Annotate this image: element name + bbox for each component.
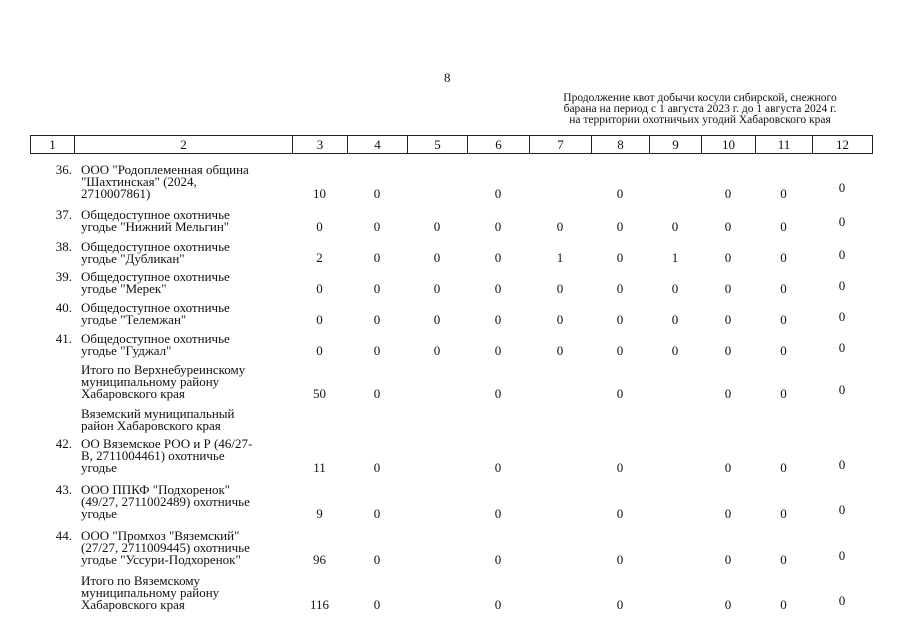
cell-col-11: 0 <box>780 460 787 475</box>
row-name-line: район Хабаровского края <box>81 418 221 433</box>
cell-col-6: 0 <box>494 597 502 612</box>
row-name-line: ООО "Промхоз "Вяземский" <box>81 528 240 543</box>
cell-col-10: 0 <box>724 506 732 521</box>
cell-col-6: 0 <box>494 506 502 521</box>
cell-col-8: 0 <box>616 460 624 475</box>
cell-col-8: 0 <box>616 281 624 296</box>
row-number: 38. <box>55 239 72 254</box>
cell-col-12: 0 <box>838 278 846 293</box>
row-number: 39. <box>55 269 72 284</box>
row-name-line: угодье <box>81 460 117 475</box>
header-cell-11: 11 <box>755 135 813 154</box>
cell-col-4: 0 <box>373 219 381 234</box>
row-name <box>81 302 296 326</box>
row-name-line: муниципальному району <box>81 585 220 600</box>
cell-col-6: 0 <box>494 343 502 358</box>
row-name <box>81 271 296 295</box>
row-name <box>81 438 296 474</box>
header-cell-10: 10 <box>701 135 756 154</box>
cell-col-8: 0 <box>616 312 624 327</box>
cell-col-12: 0 <box>838 340 846 355</box>
cell-col-4: 0 <box>373 460 381 475</box>
row-name-line: Общедоступное охотничье <box>81 239 230 254</box>
cell-col-8: 0 <box>616 597 624 612</box>
row-name-line: Общедоступное охотничье <box>81 300 230 315</box>
cell-col-8: 0 <box>616 386 624 401</box>
cell-col-10: 0 <box>724 343 732 358</box>
row-name-line: Хабаровского края <box>81 597 185 612</box>
cell-col-10: 0 <box>724 552 732 567</box>
row-name <box>81 575 296 611</box>
row-name <box>81 164 296 200</box>
cell-col-9: 0 <box>671 281 679 296</box>
header-cell-7: 7 <box>529 135 592 154</box>
cell-col-7: 0 <box>556 312 564 327</box>
cell-col-10: 0 <box>724 250 732 265</box>
cell-col-12: 0 <box>838 502 846 517</box>
cell-col-3: 10 <box>313 186 326 201</box>
row-name-line: муниципальному району <box>81 374 220 389</box>
cell-col-3: 9 <box>316 506 323 521</box>
cell-col-12: 0 <box>838 457 846 472</box>
cell-col-10: 0 <box>724 386 732 401</box>
row-name-line: угодье "Дубликан" <box>81 251 185 266</box>
cell-col-7: 0 <box>556 343 564 358</box>
cell-col-4: 0 <box>373 386 381 401</box>
cell-col-6: 0 <box>494 281 502 296</box>
cell-col-4: 0 <box>373 250 381 265</box>
cell-col-4: 0 <box>373 597 381 612</box>
cell-col-3: 96 <box>313 552 326 567</box>
cell-col-8: 0 <box>616 186 624 201</box>
row-name-line: "Шахтинская" (2024, <box>81 174 197 189</box>
cell-col-12: 0 <box>838 309 846 324</box>
row-name-line: Итого по Верхнебуреинскому <box>81 362 246 377</box>
cell-col-11: 0 <box>780 597 787 612</box>
cell-col-12: 0 <box>838 382 846 397</box>
header-cell-12: 12 <box>812 135 873 154</box>
cell-col-10: 0 <box>724 312 732 327</box>
row-name <box>81 241 296 265</box>
row-name-line: угодье "Уссури-Подхоренок" <box>81 552 241 567</box>
cell-col-10: 0 <box>724 281 732 296</box>
cell-col-6: 0 <box>494 386 502 401</box>
cell-col-9: 0 <box>671 343 679 358</box>
cell-col-7: 0 <box>556 219 564 234</box>
row-name-line: ООО ППКФ "Подхоренок" <box>81 482 231 497</box>
row-name-line: Общедоступное охотничье <box>81 207 230 222</box>
cell-col-4: 0 <box>373 312 381 327</box>
cell-col-11: 0 <box>780 386 787 401</box>
cell-col-9: 0 <box>671 312 679 327</box>
row-name-line: Хабаровского края <box>81 386 185 401</box>
row-number: 37. <box>55 207 72 222</box>
cell-col-4: 0 <box>373 343 381 358</box>
row-name-line: ОО Вяземское РОО и Р (46/27- <box>81 436 253 451</box>
row-name-line: Общедоступное охотничье <box>81 331 230 346</box>
cell-col-8: 0 <box>616 506 624 521</box>
cell-col-9: 1 <box>671 250 679 265</box>
row-number: 36. <box>55 162 72 177</box>
cell-col-3: 0 <box>316 281 323 296</box>
cell-col-7: 0 <box>556 281 564 296</box>
cell-col-3: 11 <box>313 460 326 475</box>
row-name <box>81 484 296 520</box>
cell-col-10: 0 <box>724 460 732 475</box>
row-name-line: Вяземский муниципальный <box>81 406 235 421</box>
cell-col-8: 0 <box>616 343 624 358</box>
table-subtitle <box>540 93 860 126</box>
row-name <box>81 333 296 357</box>
cell-col-6: 0 <box>494 460 502 475</box>
cell-col-9: 0 <box>671 219 679 234</box>
row-name <box>81 364 296 400</box>
row-name-line: В, 2711004461) охотничье <box>81 448 225 463</box>
cell-col-8: 0 <box>616 250 624 265</box>
cell-col-5: 0 <box>433 281 441 296</box>
cell-col-12: 0 <box>838 548 846 563</box>
header-cell-6: 6 <box>467 135 530 154</box>
header-cell-3: 3 <box>292 135 348 154</box>
cell-col-4: 0 <box>373 506 381 521</box>
cell-col-4: 0 <box>373 552 381 567</box>
row-name-line: угодье "Нижний Мельгин" <box>81 219 230 234</box>
row-name <box>81 209 296 233</box>
subtitle-line: на территории охотничьих угодий Хабаровского края <box>569 114 831 126</box>
cell-col-12: 0 <box>838 180 846 195</box>
page-number: 8 <box>444 70 451 85</box>
row-number: 43. <box>55 482 72 497</box>
cell-col-11: 0 <box>780 343 787 358</box>
cell-col-11: 0 <box>780 552 787 567</box>
cell-col-4: 0 <box>373 186 381 201</box>
subtitle-line: Продолжение квот добычи косули сибирской, снежного <box>563 92 837 104</box>
cell-col-8: 0 <box>616 219 624 234</box>
row-name-line: (27/27, 2711009445) охотничье <box>81 540 250 555</box>
row-name <box>81 408 296 432</box>
cell-col-11: 0 <box>780 506 787 521</box>
row-name-line: (49/27, 2711002489) охотничье <box>81 494 250 509</box>
header-cell-1: 1 <box>30 135 75 154</box>
row-name-line: Итого по Вяземскому <box>81 573 201 588</box>
cell-col-6: 0 <box>494 552 502 567</box>
cell-col-3: 0 <box>316 343 323 358</box>
cell-col-10: 0 <box>724 597 732 612</box>
cell-col-8: 0 <box>616 552 624 567</box>
cell-col-11: 0 <box>780 281 787 296</box>
row-name <box>81 530 296 566</box>
cell-col-5: 0 <box>433 250 441 265</box>
row-name-line: угодье "Гуджал" <box>81 343 172 358</box>
row-name-line: Общедоступное охотничье <box>81 269 230 284</box>
row-number: 41. <box>55 331 72 346</box>
row-name-line: угодье "Телемжан" <box>81 312 187 327</box>
header-cell-2: 2 <box>74 135 293 154</box>
cell-col-11: 0 <box>780 250 787 265</box>
header-cell-5: 5 <box>407 135 468 154</box>
cell-col-3: 50 <box>313 386 326 401</box>
subtitle-line: барана на период с 1 августа 2023 г. до 1 августа 2024 г. <box>563 103 837 115</box>
cell-col-11: 0 <box>780 312 787 327</box>
cell-col-3: 2 <box>316 250 323 265</box>
cell-col-6: 0 <box>494 250 502 265</box>
cell-col-7: 1 <box>556 250 564 265</box>
row-name-line: угодье "Мерек" <box>81 281 167 296</box>
cell-col-10: 0 <box>724 186 732 201</box>
header-cell-8: 8 <box>591 135 650 154</box>
row-name-line: ООО "Родоплеменная община <box>81 162 249 177</box>
cell-col-12: 0 <box>838 593 846 608</box>
cell-col-11: 0 <box>780 186 787 201</box>
row-number: 42. <box>55 436 72 451</box>
row-name-line: 2710007861) <box>81 186 151 201</box>
row-name-line: угодье <box>81 506 117 521</box>
row-number: 44. <box>55 528 72 543</box>
cell-col-10: 0 <box>724 219 732 234</box>
header-cell-9: 9 <box>649 135 702 154</box>
cell-col-4: 0 <box>373 281 381 296</box>
cell-col-5: 0 <box>433 312 441 327</box>
header-cell-4: 4 <box>347 135 408 154</box>
cell-col-12: 0 <box>838 214 846 229</box>
cell-col-6: 0 <box>494 219 502 234</box>
cell-col-3: 116 <box>309 597 330 612</box>
cell-col-6: 0 <box>494 312 502 327</box>
row-number: 40. <box>55 300 72 315</box>
cell-col-12: 0 <box>838 247 846 262</box>
cell-col-5: 0 <box>433 219 441 234</box>
cell-col-5: 0 <box>433 343 441 358</box>
cell-col-3: 0 <box>316 312 323 327</box>
cell-col-6: 0 <box>494 186 502 201</box>
cell-col-11: 0 <box>780 219 787 234</box>
cell-col-3: 0 <box>316 219 323 234</box>
